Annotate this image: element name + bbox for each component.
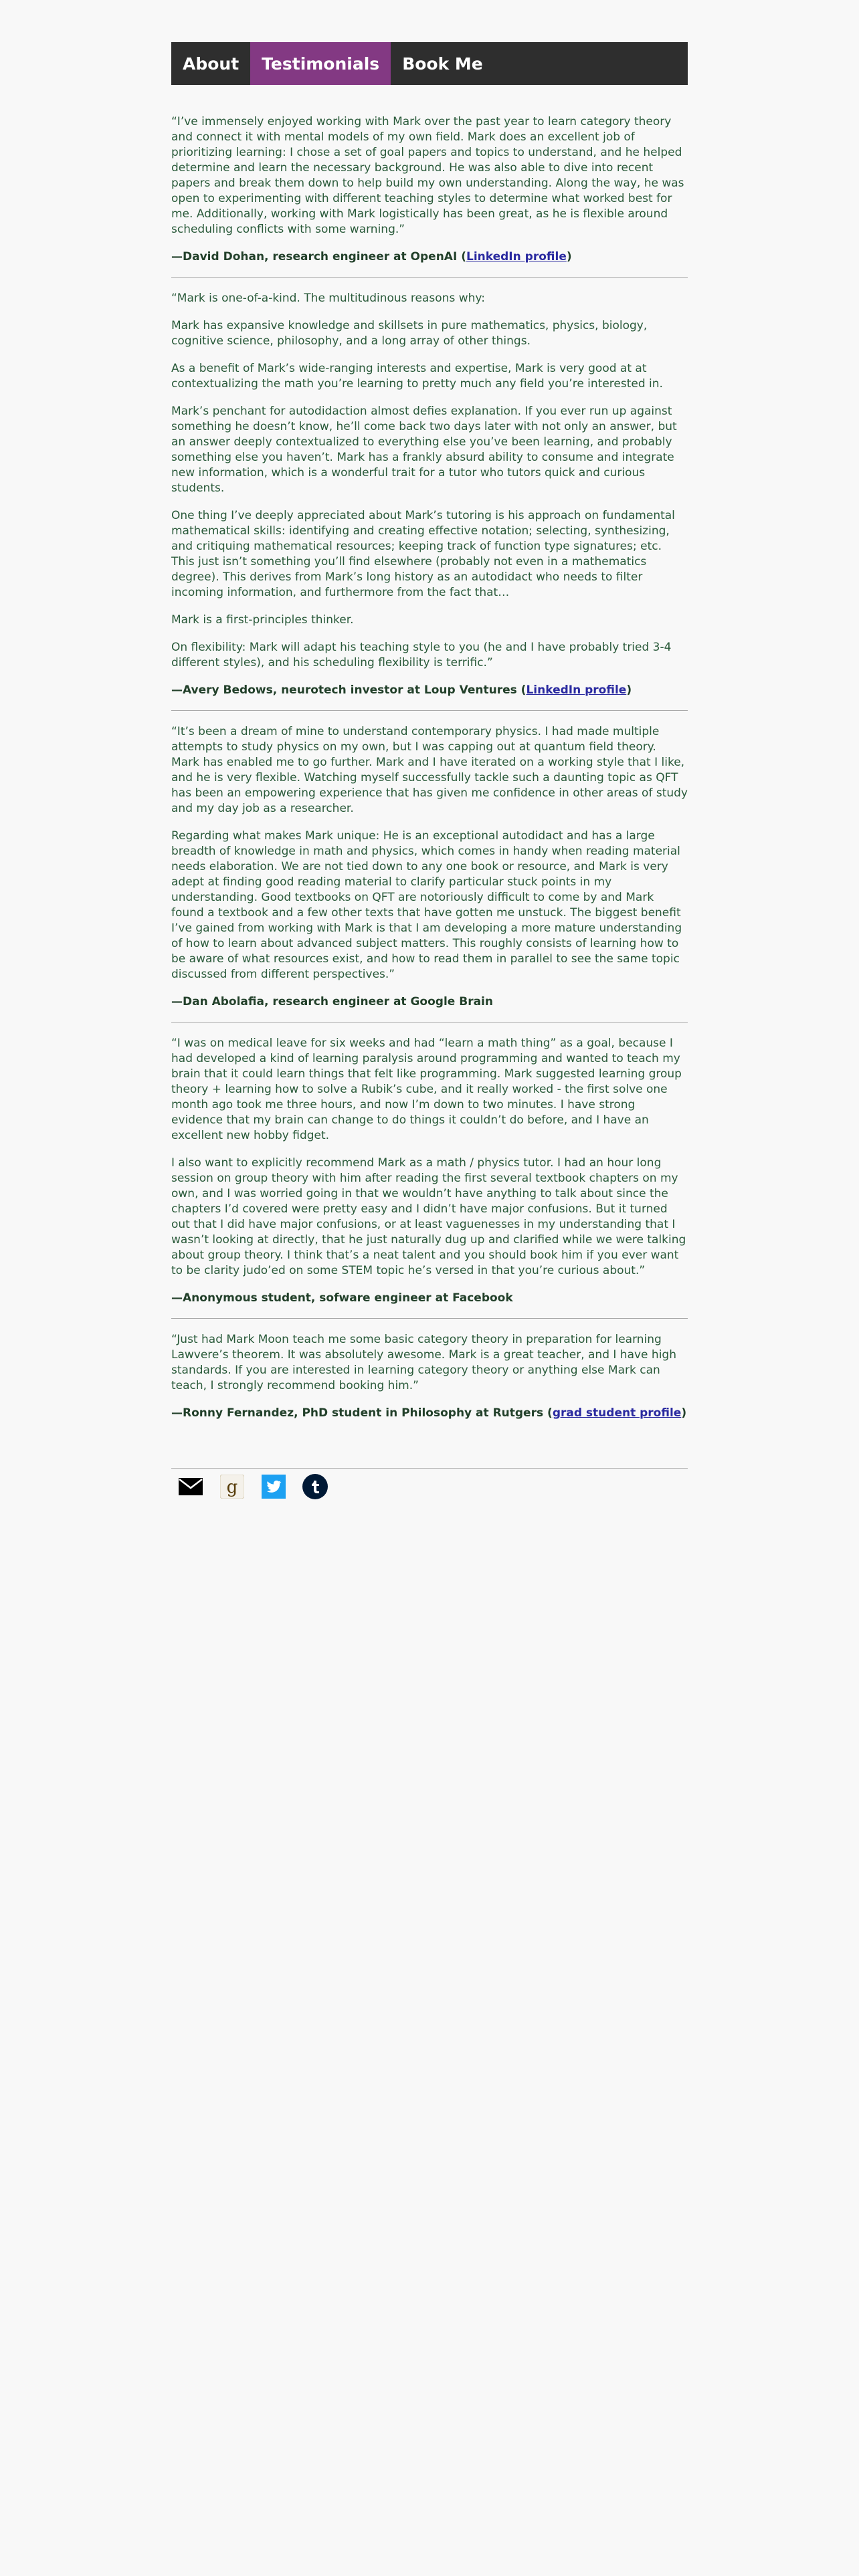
testimonial-paragraph: Mark’s penchant for autodidaction almost defies explanation. If you ever run up against something he doesn’t know, he’ll come back two days later with not only an answer, but an answer deeply contextualized to everything else you’ve been learning, and probably something else you haven’t. Mark has a frankly absurd ability to consume and integrate new information, which is a wonderful trait for a tutor who tutors quick and curious students. <box>171 405 677 495</box>
divider <box>171 710 688 711</box>
grad-student-profile-link[interactable]: grad student profile <box>552 1406 682 1420</box>
page-container <box>171 42 688 1499</box>
testimonial-paragraph: “It’s been a dream of mine to understand contemporary physics. I had made multiple attempts to study physics on my own, but I was capping out at quantum field theory. Mark has enabled me to go further. Mark and I have iterated on a working style that I like, and he is very flexible. Watching myself successfully tackle such a daunting topic as QFT has been an empowering experience that has given me confidence in other areas of study and my day job as a researcher. <box>171 725 688 815</box>
testimonial-author: —David Dohan, research engineer at OpenAI (LinkedIn profile) <box>171 250 572 263</box>
divider <box>171 277 688 278</box>
testimonial-author: —Avery Bedows, neurotech investor at Loup Ventures (LinkedIn profile) <box>171 683 632 697</box>
testimonial-anonymous <box>171 1036 688 1306</box>
svg-text:g: g <box>226 1477 238 1497</box>
testimonial-paragraph: Regarding what makes Mark unique: He is an exceptional autodidact and has a large breadth of knowledge in math and physics, which comes in handy when reading material needs elaboration. We are not tied down to any one book or resource, and Mark is very adept at finding good reading material to clarify particular stuck points in my understanding. Good textbooks on QFT are notoriously difficult to come by and Mark found a textbook and a few other texts that have gotten me unstuck. The biggest benefit I’ve gained from working with Mark is that I am developing a more mature understanding of how to learn about advanced subject matters. This roughly consists of learning how to be aware of what resources exist, and how to read them in parallel to see the same topic discussed from different perspectives.” <box>171 829 682 981</box>
testimonial-paragraph: One thing I’ve deeply appreciated about Mark’s tutoring is his approach on fundamental mathematical skills: identifying and creating effective notation; selecting, synthesizing, and critiquing mathematical resources; keeping track of function type signatures; etc. This just isn’t something you’ll find elsewhere (probably not even in a mathematics degree). This derives from Mark’s long history as an autodidact who needs to filter incoming information, and furthermore from the fact that… <box>171 509 675 599</box>
nav-book-me[interactable]: Book Me <box>402 53 483 74</box>
testimonial-author: —Dan Abolafia, research engineer at Google Brain <box>171 995 493 1008</box>
tumblr-icon[interactable] <box>302 1474 328 1499</box>
testimonial-paragraph: Mark is a first-principles thinker. <box>171 613 354 627</box>
testimonial-author: —Anonymous student, sofware engineer at Facebook <box>171 1291 513 1305</box>
testimonial-paragraph: I also want to explicitly recommend Mark as a math / physics tutor. I had an hour long session on group theory with him after reading the first several textbook chapters on my own, and I was worried going in that we wouldn’t have anything to talk about since the chapters I’d covered were pretty easy and I didn’t have major confusions. But it turned out that I did have major confusions, or at least vaguenesses in my understanding that I wasn’t looking at directly, that he just naturally dug up and clarified while we were talking about group theory. I think that’s a neat talent and you should book him if you ever want to be clarity judo’ed on some STEM topic he’s versed in that you’re curious about.” <box>171 1156 686 1277</box>
twitter-icon[interactable] <box>261 1474 286 1499</box>
divider <box>171 1318 688 1319</box>
testimonial-bedows <box>171 291 688 698</box>
linkedin-link[interactable]: LinkedIn profile <box>526 683 627 697</box>
testimonial-author: —Ronny Fernandez, PhD student in Philosophy at Rutgers (grad student profile) <box>171 1406 687 1420</box>
testimonial-paragraph: “I’ve immensely enjoyed working with Mark over the past year to learn category theory and connect it with mental models of my own field. Mark does an excellent job of prioritizing learning: I chose a set of goal papers and topics to understand, and he helped determine and learn the necessary background. He was also able to dive into recent papers and break them down to help build my own understanding. Along the way, he was open to experimenting with different teaching styles to determine what worked best for me. Additionally, working with Mark logistically has been great, as he is flexible around scheduling conflicts with some warning.” <box>171 115 684 236</box>
social-links <box>171 1474 688 1499</box>
goodreads-icon[interactable] <box>219 1474 245 1499</box>
testimonial-paragraph: “Just had Mark Moon teach me some basic category theory in preparation for learning Lawvere’s theorem. It was absolutely awesome. Mark is a great teacher, and I have high standards. If you are interested in learning category theory or anything else Mark can teach, I strongly recommend booking him.” <box>171 1333 676 1392</box>
testimonial-paragraph: Mark has expansive knowledge and skillsets in pure mathematics, physics, biology, cognitive science, philosophy, and a long array of other things. <box>171 319 648 348</box>
testimonial-dohan <box>171 114 688 265</box>
top-nav <box>171 42 688 85</box>
testimonials-content <box>171 114 688 1421</box>
testimonial-paragraph: “I was on medical leave for six weeks and had “learn a math thing” as a goal, because I had developed a kind of learning paralysis around programming and wanted to teach my brain that it could learn things that felt like programming. Mark suggested learning group theory + learning how to solve a Rubik’s cube, and it really worked - the first solve one month ago took me three hours, and now I’m down to two minutes. I have strong evidence that my brain can change to do things it couldn’t do before, and I have an excellent new hobby fidget. <box>171 1037 682 1142</box>
nav-testimonials[interactable]: Testimonials <box>250 42 391 85</box>
email-icon[interactable] <box>178 1474 203 1499</box>
divider <box>171 1022 688 1023</box>
linkedin-link[interactable]: LinkedIn profile <box>466 250 567 263</box>
testimonial-abolafia <box>171 724 688 1010</box>
nav-about[interactable]: About <box>183 53 240 74</box>
testimonial-paragraph: On flexibility: Mark will adapt his teaching style to you (he and I have probably tried 3-4 different styles), and his scheduling flexibility is terrific.” <box>171 641 672 669</box>
footer-divider <box>171 1468 688 1469</box>
testimonial-paragraph: “Mark is one-of-a-kind. The multitudinous reasons why: <box>171 292 485 305</box>
testimonial-fernandez <box>171 1332 688 1421</box>
testimonial-paragraph: As a benefit of Mark’s wide-ranging interests and expertise, Mark is very good at at contextualizing the math you’re learning to pretty much any field you’re interested in. <box>171 362 663 391</box>
